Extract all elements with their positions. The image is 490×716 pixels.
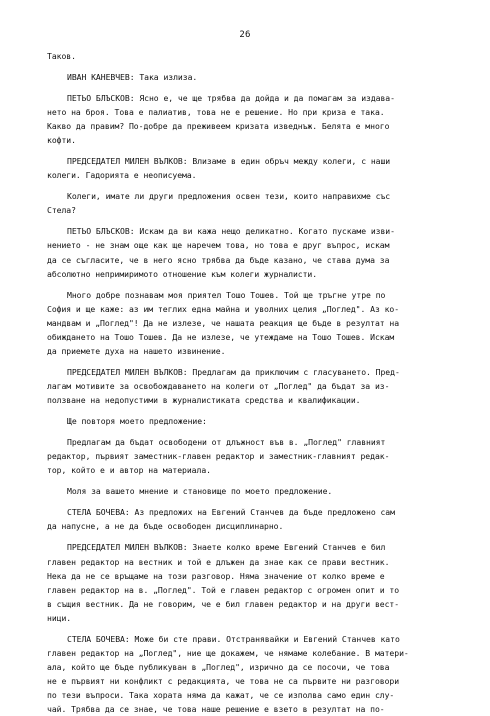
paragraph-gap: [47, 281, 445, 288]
paragraph: [47, 540, 445, 625]
text-line: нето на броя. Това е палиатив, това не е решение. Но при криза е така.: [47, 107, 385, 118]
paragraph: [47, 189, 445, 217]
text-line: абсолютно непримиримото отношение към колеги журналисти.: [47, 268, 318, 279]
paragraph-gap: [47, 534, 445, 541]
text-line: Предлагам да бъдат освободени от длъжност във в. „Поглед" главният: [67, 437, 386, 448]
text-line: ПРЕДСЕДАТЕЛ МИЛЕН ВЪЛКОВ: Влизаме в един обръч между колеги, с наши: [67, 156, 391, 167]
text-line: ала, който ще бъде публикуван в „Поглед", изрично да се посочи, че това: [47, 662, 390, 673]
paragraph-gap: [47, 428, 445, 435]
paragraph-gap: [47, 218, 445, 225]
text-line: тор, който е и автор на материала.: [47, 465, 211, 476]
text-line: колеги. Гадорията е неописуема.: [47, 170, 197, 181]
text-line: Какво да правим? По-добре да преживеем кризата изведнъж. Белята е много: [47, 121, 390, 132]
paragraph: [47, 632, 445, 716]
paragraph-gap: [47, 498, 445, 505]
text-line: Нека да не се връщаме на този разговор. Няма значение от колко време е: [47, 570, 385, 581]
text-line: по тези въпроси. Така хората няма да кажат, че се изполва само един слу-: [47, 690, 395, 701]
paragraph-gap: [47, 63, 445, 70]
text-line: главен редактор на в. „Поглед". Той е главен редактор с огромен опит и то: [47, 584, 400, 595]
text-line: да се съгласите, че в него ясно трябва да бъде казано, че става дума за: [47, 254, 390, 265]
paragraph: [47, 365, 445, 407]
paragraph: [47, 49, 445, 63]
text-line: главен редактор на вестник и той е длъжен да знае как се прави вестник.: [47, 556, 390, 567]
text-line: Колеги, имате ли други предложения освен тези, които направихме със: [67, 191, 391, 202]
text-line: ПЕТЬО БЛЪСКОВ: Ясно е, че ще трябва да дойда и да помагам за издава-: [67, 92, 395, 103]
text-line: кофти.: [47, 135, 76, 146]
text-line: Моля за вашето мнение и становище по моето предложение.: [67, 486, 333, 497]
text-line: ПЕТЬО БЛЪСКОВ: Искам да ви кажа нещо деликатно. Когато пускаме изви-: [67, 226, 395, 237]
paragraph: [47, 505, 445, 533]
paragraph: [47, 224, 445, 280]
text-line: ползване на недопустими в журналистиката средства и квалификации.: [47, 395, 361, 406]
text-line: не е първият ни конфликт с редакцията, че това не са първите ни разговори: [47, 676, 400, 687]
paragraph: [47, 70, 445, 84]
text-line: в същия вестник. Да не говорим, че е бил главен редактор и на други вест-: [47, 598, 400, 609]
text-line: ИВАН КАНЕВЧЕВ: Така излиза.: [67, 71, 198, 82]
text-line: главен редактор на „Поглед", ние ще докажем, че нямаме колебание. В матери-: [47, 647, 409, 658]
paragraph-gap: [47, 147, 445, 154]
document-body: [47, 49, 445, 716]
paragraph-gap: [47, 84, 445, 91]
paragraph: [47, 154, 445, 182]
paragraph: [47, 414, 445, 428]
page-number: 26: [239, 30, 251, 40]
paragraph: [47, 484, 445, 498]
paragraph: [47, 91, 445, 147]
text-line: Ще повторя моето предложение:: [67, 416, 207, 427]
text-line: Таков.: [47, 51, 76, 61]
paragraph: [47, 435, 445, 477]
text-line: чай. Трябва да се знае, че това наше решение е взето в резултат на по-: [47, 704, 385, 715]
text-line: да приемете духа на нашето извинение.: [47, 346, 226, 357]
text-line: СТЕЛА БОЧЕВА: Може би сте прави. Отстранявайки и Евгений Станчев като: [67, 633, 400, 644]
text-line: София и ще каже: аз им теглих една майна и уволних целия „Поглед". Аз ко-: [47, 303, 400, 314]
text-line: нението - не знам още как ще наречем това, но това е друг въпрос, искам: [47, 240, 390, 251]
paragraph-gap: [47, 182, 445, 189]
text-line: СТЕЛА БОЧЕВА: Аз предложих на Евгений Станчев да бъде предложено сам: [67, 507, 395, 518]
paragraph-gap: [47, 477, 445, 484]
text-line: ници.: [47, 612, 72, 623]
text-line: обиждането на Тошо Тошев. Да не излезе, че утеждаме на Тошо Тошев. Искам: [47, 331, 395, 342]
paragraph-gap: [47, 625, 445, 632]
text-line: ПРЕДСЕДАТЕЛ МИЛЕН ВЪЛКОВ: Предлагам да приключим с гласуването. Пред-: [67, 367, 400, 378]
text-line: лагам мотивите за освобождаването на колеги от „Поглед" да бъдат за из-: [47, 381, 390, 392]
text-line: Стела?: [47, 205, 76, 216]
text-line: да напусне, а не да бъде освободен дисциплинарно.: [47, 521, 284, 532]
text-line: ПРЕДСЕДАТЕЛ МИЛЕН ВЪЛКОВ: Знаете колко време Евгений Станчев е бил: [67, 542, 386, 553]
paragraph-gap: [47, 358, 445, 365]
paragraph: [47, 288, 445, 358]
text-line: редактор, първият заместник-главен редактор и заместник-главният редак-: [47, 451, 390, 462]
text-line: Много добре познавам моя приятел Тошо Тошев. Той ще тръгне утре по: [67, 289, 386, 300]
paragraph-gap: [47, 407, 445, 414]
text-line: мандвам и „Поглед"! Да не излезе, че нашата реакция ще бъде в резултат на: [47, 317, 400, 328]
